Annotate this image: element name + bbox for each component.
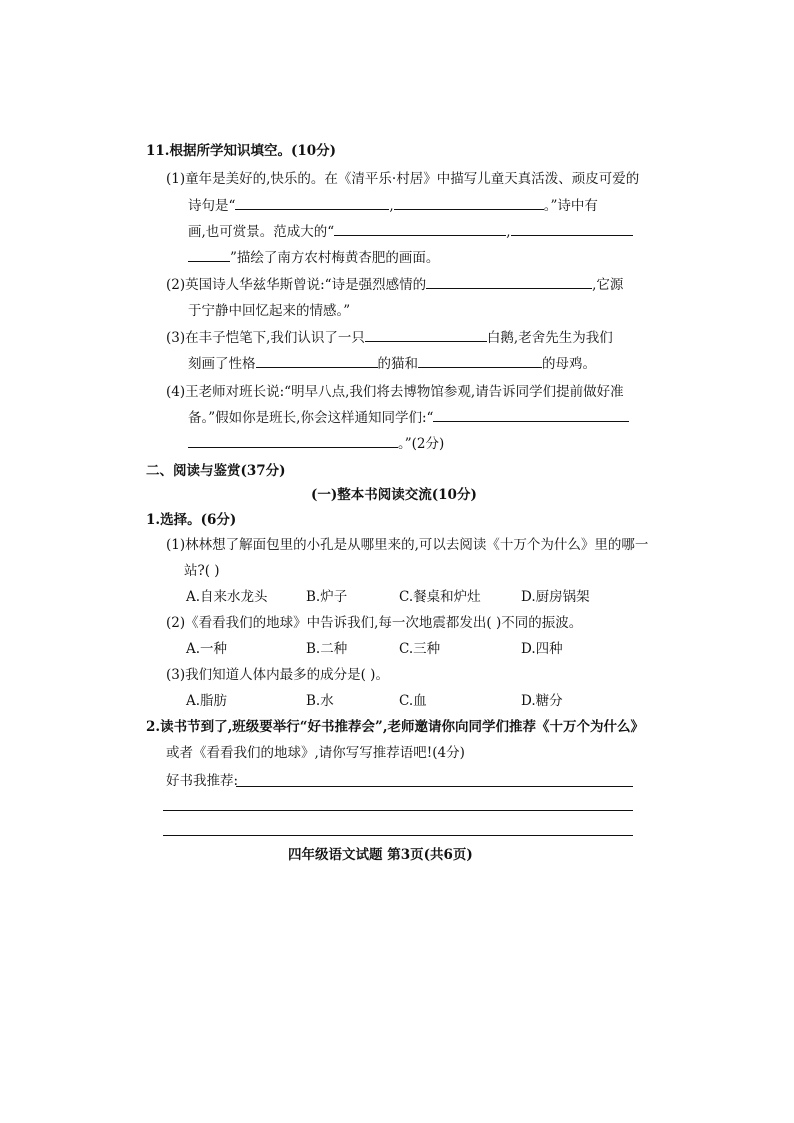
answer-line[interactable] xyxy=(236,786,633,787)
q2-label: 好书我推荐: xyxy=(166,773,239,789)
blank-line[interactable] xyxy=(511,223,633,236)
blank-line[interactable] xyxy=(256,355,378,368)
q11-p1-text: 。”诗中有 xyxy=(543,198,598,214)
q11-p1-text: 画,也可赏景。范成大的“ xyxy=(188,224,335,240)
q11-p1-line4 xyxy=(188,249,439,267)
q1-s1-line1: (1)林林想了解面包里的小孔是从哪里来的,可以去阅读《十万个为什么》里的哪一 xyxy=(166,537,649,553)
option-c[interactable]: C.三种 xyxy=(399,641,441,657)
option-c[interactable]: C.餐桌和炉灶 xyxy=(399,589,481,605)
q11-p3-text: 白鹅,老舍先生为我们 xyxy=(486,330,613,346)
blank-line[interactable] xyxy=(188,249,230,262)
q11-p1-line2 xyxy=(188,197,598,215)
answer-line[interactable] xyxy=(163,810,633,811)
option-d[interactable]: D.四种 xyxy=(521,641,563,657)
blank-line[interactable] xyxy=(418,355,542,368)
blank-line[interactable] xyxy=(334,223,506,236)
q11-p4-text: 备。”假如你是班长,你会这样通知同学们:“ xyxy=(188,410,434,426)
option-d[interactable]: D.厨房锅架 xyxy=(521,589,590,605)
q11-p1-text: , xyxy=(506,224,511,240)
q11-p1-line1: (1)童年是美好的,快乐的。在《清平乐·村居》中描写儿童天真活泼、顽皮可爱的 xyxy=(166,171,640,187)
option-d[interactable]: D.糖分 xyxy=(521,693,563,709)
q11-p1-text: ”描绘了南方农村梅黄杏肥的画面。 xyxy=(230,250,440,266)
blank-line[interactable] xyxy=(433,409,629,422)
blank-line[interactable] xyxy=(235,197,389,210)
q1-s1-line2: 站?( ) xyxy=(184,563,220,579)
q11-p3-text: 刻画了性格 xyxy=(188,356,256,372)
q11-p3-line1 xyxy=(166,329,613,347)
option-a[interactable]: A.一种 xyxy=(186,641,228,657)
answer-line[interactable] xyxy=(163,835,633,836)
section2-subtitle: (一)整本书阅读交流(10分) xyxy=(311,487,477,503)
q1-s2-line1: (2)《看看我们的地球》中告诉我们,每一次地震都发出( )不同的振波。 xyxy=(166,615,583,631)
option-b[interactable]: B.水 xyxy=(306,693,334,709)
q11-p2-line1 xyxy=(166,276,623,294)
q11-p3-line2 xyxy=(188,355,596,373)
q11-p4-text: 。”(2分) xyxy=(398,436,445,452)
option-a[interactable]: A.自来水龙头 xyxy=(186,589,268,605)
q11-p2-text: ,它源 xyxy=(592,277,624,293)
q1-title: 1.选择。(6分) xyxy=(146,512,237,528)
q11-p1-text: 诗句是“ xyxy=(188,198,236,214)
blank-line[interactable] xyxy=(426,276,592,289)
q11-p2-line2: 于宁静中回忆起来的情感。” xyxy=(188,303,351,319)
blank-line[interactable] xyxy=(365,329,487,342)
q2-line1: 2.读书节到了,班级要举行“好书推荐会”,老师邀请你向同学们推荐《十万个为什么》 xyxy=(146,719,645,735)
blank-line[interactable] xyxy=(188,435,398,448)
q11-title: 11.根据所学知识填空。(10分) xyxy=(146,143,337,159)
q2-line2: 或者《看看我们的地球》,请你写写推荐语吧!(4分) xyxy=(166,745,465,761)
q11-p1-line3 xyxy=(188,223,633,241)
option-a[interactable]: A.脂肪 xyxy=(186,693,228,709)
q11-p3-text: 的母鸡。 xyxy=(542,356,596,372)
blank-line[interactable] xyxy=(394,197,544,210)
q11-p3-text: (3)在丰子恺笔下,我们认识了一只 xyxy=(166,330,365,346)
page-footer: 四年级语文试题 第3页(共6页) xyxy=(288,847,473,863)
option-b[interactable]: B.炉子 xyxy=(306,589,348,605)
option-b[interactable]: B.二种 xyxy=(306,641,348,657)
q11-p2-text: (2)英国诗人华兹华斯曾说:“诗是强烈感情的 xyxy=(166,277,427,293)
q1-s3-line1: (3)我们知道人体内最多的成分是( )。 xyxy=(166,667,389,683)
section2-title: 二、阅读与鉴赏(37分) xyxy=(146,463,286,479)
option-c[interactable]: C.血 xyxy=(399,693,427,709)
q11-p1-text: , xyxy=(389,198,394,214)
q11-p4-line1: (4)王老师对班长说:“明早八点,我们将去博物馆参观,请告诉同学们提前做好准 xyxy=(166,384,624,400)
q11-p4-line3 xyxy=(188,435,444,453)
q11-p3-text: 的猫和 xyxy=(377,356,418,372)
q11-p4-line2 xyxy=(188,409,629,427)
